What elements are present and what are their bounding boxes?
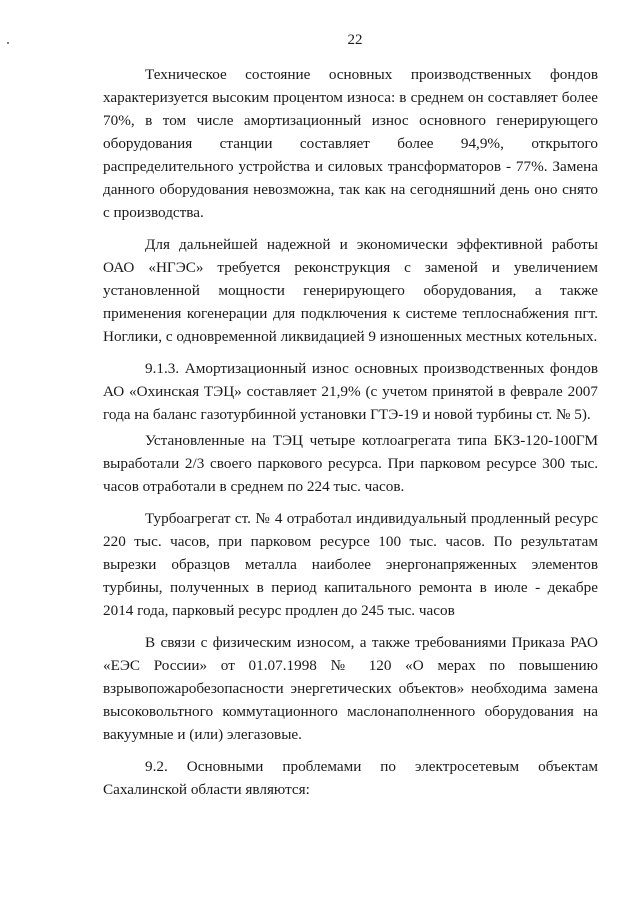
paragraph-boiler-units: Установленные на ТЭЦ четыре котлоагрегата типа БКЗ-120-100ГМ выработали 2/3 своего паркового ресурса. При парковом ресурсе 300 тыс. часов отработали в среднем по 224 тыс. часов. — [103, 432, 598, 495]
paragraph-9-2: 9.2. Основными проблемами по электросетевым объектам Сахалинской области являются: — [103, 758, 598, 798]
document-body — [103, 63, 598, 810]
paragraph-technical-condition: Техническое состояние основных производственных фондов характеризуется высоким процентом износа: в среднем он составляет более 70%, в том числе амортизационный износ основного генерирующего оборудования станции составляет более 94,9%, открытого распределительного устройства и силовых трансформаторов - 77%. Замена данного оборудования невозможна, так как на сегодняшний день оно снято с производства. — [103, 66, 598, 221]
paragraph-equipment-replacement: В связи с физическим износом, а также требованиями Приказа РАО «ЕЭС России» от 01.07.1998 № 120 «О мерах по повышению взрывопожаробезопасности энергетических объектов» необходима замена высоковольтного коммутационного маслонаполненного оборудования на вакуумные и (или) элегазовые. — [103, 634, 598, 743]
page-number: 22 — [347, 32, 363, 48]
paragraph-turbine-unit: Турбоагрегат ст. № 4 отработал индивидуальный продленный ресурс 220 тыс. часов, при парковом ресурсе 100 тыс. часов. По результатам вырезки образцов металла наиболее энергонапряженных элементов турбины, полученных в период капитального ремонта в июле - декабре 2014 года, парковый ресурс продлен до 245 тыс. часов — [103, 510, 598, 619]
paragraph-reconstruction-needs: Для дальнейшей надежной и экономически эффективной работы ОАО «НГЭС» требуется реконструкция с заменой и увеличением установленной мощности генерирующего оборудования, а также применения когенерации для подключения к системе теплоснабжения пгт. Ноглики, с одновременной ликвидацией 9 изношенных местных котельных. — [103, 236, 598, 345]
paragraph-9-1-3: 9.1.3. Амортизационный износ основных производственных фондов АО «Охинская ТЭЦ» составляет 21,9% (с учетом принятой в феврале 2007 года на баланс газотурбинной установки ГТЭ-19 и новой турбины ст. № 5). — [103, 360, 598, 423]
